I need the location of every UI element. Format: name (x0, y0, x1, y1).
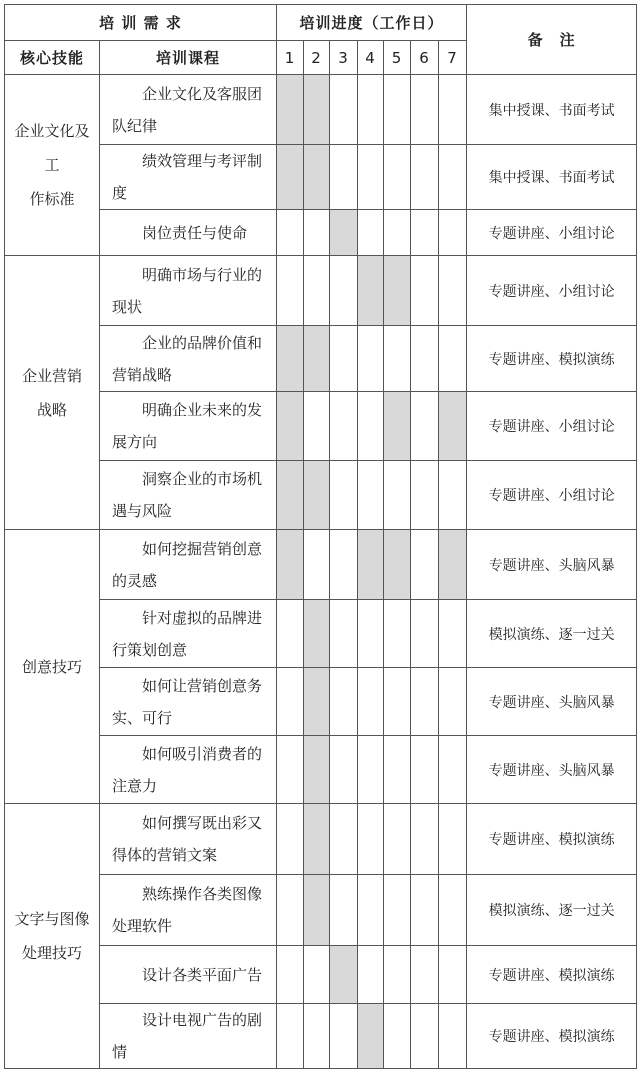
day-cell-scheduled (358, 256, 384, 326)
day-cell-empty (439, 1004, 467, 1069)
day-cell-empty (358, 461, 384, 530)
course-label: 岗位责任与使命 (142, 223, 248, 242)
day-cell-empty (358, 946, 384, 1004)
day-cell-empty (439, 600, 467, 668)
course-label: 明确市场与行业的现状 (112, 265, 263, 316)
remark-cell: 专题讲座、小组讨论 (467, 461, 637, 530)
day-cell-scheduled (304, 600, 330, 668)
day-cell-empty (411, 392, 439, 461)
day-cell-empty (384, 804, 411, 875)
remark-cell: 专题讲座、头脑风暴 (467, 530, 637, 600)
day-cell-scheduled (277, 461, 304, 530)
table-row (5, 946, 637, 1004)
day-cell-empty (358, 326, 384, 392)
day-cell-scheduled (384, 530, 411, 600)
remark-cell: 模拟演练、逐一过关 (467, 875, 637, 946)
course-label: 企业的品牌价值和营销战略 (112, 333, 263, 384)
course-label: 企业文化及客服团队纪律 (112, 84, 263, 135)
course-label: 如何让营销创意务实、可行 (112, 676, 263, 727)
day-cell-empty (439, 75, 467, 145)
course-cell (100, 946, 277, 1004)
day-cell-empty (411, 875, 439, 946)
course-label: 明确企业未来的发展方向 (112, 401, 263, 451)
course-label: 如何撰写既出彩又得体的营销文案 (112, 814, 263, 864)
day-cell-scheduled (330, 210, 358, 256)
day-cell-empty (304, 1004, 330, 1069)
remarks-header: 备 注 (467, 5, 637, 75)
day-cell-empty (439, 210, 467, 256)
day-cell-scheduled (439, 530, 467, 600)
course-label: 如何挖掘营销创意的灵感 (112, 539, 263, 590)
course-cell (100, 75, 277, 145)
day-cell-scheduled (277, 75, 304, 145)
day-cell-empty (277, 736, 304, 804)
course-cell (100, 326, 277, 392)
day-cell-scheduled (277, 392, 304, 461)
table-row (5, 530, 637, 600)
day-cell-empty (304, 210, 330, 256)
day-cell-empty (358, 600, 384, 668)
remark-cell: 集中授课、书面考试 (467, 145, 637, 210)
day-cell-empty (277, 946, 304, 1004)
day-header: 7 (439, 41, 467, 75)
table-row (5, 461, 637, 530)
table-row (5, 600, 637, 668)
training-needs-header: 培 训 需 求 (5, 5, 277, 41)
remark-cell: 专题讲座、模拟演练 (467, 1004, 637, 1069)
table-row (5, 256, 637, 326)
table-row (5, 668, 637, 736)
day-cell-empty (358, 668, 384, 736)
day-cell-empty (411, 736, 439, 804)
day-cell-empty (439, 256, 467, 326)
remark-cell: 专题讲座、头脑风暴 (467, 736, 637, 804)
day-cell-empty (330, 875, 358, 946)
course-label: 如何吸引消费者的注意力 (112, 744, 263, 795)
day-cell-empty (439, 804, 467, 875)
course-label: 设计电视广告的剧情 (112, 1011, 263, 1061)
day-cell-empty (330, 256, 358, 326)
day-cell-empty (384, 461, 411, 530)
remark-cell: 专题讲座、小组讨论 (467, 392, 637, 461)
day-cell-empty (330, 326, 358, 392)
day-cell-empty (411, 668, 439, 736)
day-cell-scheduled (304, 145, 330, 210)
day-cell-empty (330, 530, 358, 600)
course-cell (100, 668, 277, 736)
day-cell-empty (330, 804, 358, 875)
table-row (5, 145, 637, 210)
day-cell-empty (439, 326, 467, 392)
day-cell-scheduled (277, 530, 304, 600)
day-header: 6 (411, 41, 439, 75)
day-cell-empty (384, 210, 411, 256)
day-cell-empty (304, 392, 330, 461)
day-cell-empty (411, 326, 439, 392)
day-cell-empty (439, 145, 467, 210)
day-cell-empty (358, 804, 384, 875)
course-label: 设计各类平面广告 (142, 965, 263, 984)
day-cell-scheduled (304, 75, 330, 145)
day-cell-empty (277, 600, 304, 668)
day-cell-empty (411, 804, 439, 875)
table-body (5, 75, 637, 1069)
course-label: 熟练操作各类图像处理软件 (112, 885, 263, 935)
day-cell-empty (304, 256, 330, 326)
day-cell-empty (384, 668, 411, 736)
day-cell-empty (384, 946, 411, 1004)
day-cell-scheduled (439, 392, 467, 461)
table-row (5, 736, 637, 804)
core-skill-cell: 企业文化及工 作标准 (5, 75, 100, 256)
day-cell-empty (358, 875, 384, 946)
day-cell-empty (330, 145, 358, 210)
table-row (5, 326, 637, 392)
course-label: 针对虚拟的品牌进行策划创意 (112, 608, 263, 659)
day-cell-empty (304, 946, 330, 1004)
course-cell (100, 392, 277, 461)
day-cell-empty (439, 461, 467, 530)
day-cell-scheduled (358, 1004, 384, 1069)
day-cell-empty (277, 1004, 304, 1069)
core-skill-cell: 企业营销 战略 (5, 256, 100, 530)
remark-cell: 专题讲座、模拟演练 (467, 326, 637, 392)
remark-cell: 模拟演练、逐一过关 (467, 600, 637, 668)
day-cell-scheduled (304, 461, 330, 530)
day-cell-empty (411, 530, 439, 600)
day-cell-scheduled (358, 530, 384, 600)
day-cell-empty (277, 210, 304, 256)
core-skill-cell: 创意技巧 (5, 530, 100, 804)
day-cell-empty (384, 1004, 411, 1069)
day-cell-scheduled (277, 326, 304, 392)
day-cell-empty (277, 804, 304, 875)
course-cell (100, 804, 277, 875)
day-cell-empty (439, 946, 467, 1004)
course-cell (100, 736, 277, 804)
day-cell-empty (411, 145, 439, 210)
course-cell (100, 145, 277, 210)
day-cell-empty (330, 736, 358, 804)
remark-cell: 专题讲座、小组讨论 (467, 210, 637, 256)
day-cell-empty (411, 256, 439, 326)
day-cell-empty (411, 75, 439, 145)
day-cell-empty (358, 736, 384, 804)
day-header: 5 (384, 41, 411, 75)
training-plan-table (4, 4, 637, 1069)
day-cell-empty (330, 668, 358, 736)
day-cell-empty (330, 461, 358, 530)
day-cell-empty (411, 600, 439, 668)
table-row (5, 75, 637, 145)
day-cell-empty (411, 210, 439, 256)
day-cell-empty (439, 668, 467, 736)
day-cell-empty (358, 75, 384, 145)
day-cell-scheduled (304, 804, 330, 875)
day-header: 3 (330, 41, 358, 75)
day-cell-scheduled (304, 736, 330, 804)
course-cell (100, 530, 277, 600)
day-cell-scheduled (384, 256, 411, 326)
course-cell (100, 461, 277, 530)
course-cell (100, 600, 277, 668)
day-cell-empty (411, 946, 439, 1004)
remark-cell: 集中授课、书面考试 (467, 75, 637, 145)
day-cell-empty (330, 1004, 358, 1069)
core-skill-cell: 文字与图像 处理技巧 (5, 804, 100, 1069)
course-cell (100, 210, 277, 256)
day-cell-empty (277, 668, 304, 736)
day-cell-scheduled (304, 668, 330, 736)
core-skill-header: 核心技能 (5, 41, 100, 75)
table-row (5, 804, 637, 875)
table-row (5, 210, 637, 256)
day-cell-scheduled (384, 392, 411, 461)
day-cell-empty (384, 75, 411, 145)
day-cell-scheduled (277, 145, 304, 210)
course-label: 绩效管理与考评制度 (112, 152, 263, 202)
day-cell-empty (439, 875, 467, 946)
course-cell (100, 1004, 277, 1069)
day-cell-empty (411, 461, 439, 530)
table-row (5, 875, 637, 946)
day-cell-empty (384, 875, 411, 946)
day-cell-empty (358, 210, 384, 256)
day-cell-empty (330, 75, 358, 145)
day-cell-empty (277, 875, 304, 946)
day-header: 2 (304, 41, 330, 75)
day-cell-empty (304, 530, 330, 600)
day-cell-empty (384, 600, 411, 668)
day-cell-empty (384, 145, 411, 210)
day-cell-scheduled (304, 875, 330, 946)
day-cell-empty (277, 256, 304, 326)
table-row (5, 392, 637, 461)
day-cell-empty (411, 1004, 439, 1069)
day-cell-empty (358, 392, 384, 461)
progress-header: 培训进度（工作日） (277, 5, 467, 41)
remark-cell: 专题讲座、头脑风暴 (467, 668, 637, 736)
course-cell (100, 875, 277, 946)
day-cell-scheduled (304, 326, 330, 392)
table-row (5, 1004, 637, 1069)
course-cell (100, 256, 277, 326)
remark-cell: 专题讲座、小组讨论 (467, 256, 637, 326)
day-cell-empty (384, 736, 411, 804)
day-header: 4 (358, 41, 384, 75)
day-header: 1 (277, 41, 304, 75)
day-cell-empty (330, 600, 358, 668)
day-cell-empty (358, 145, 384, 210)
remark-cell: 专题讲座、模拟演练 (467, 804, 637, 875)
day-cell-empty (330, 392, 358, 461)
course-header: 培训课程 (100, 41, 277, 75)
day-cell-empty (439, 736, 467, 804)
remark-cell: 专题讲座、模拟演练 (467, 946, 637, 1004)
day-cell-scheduled (330, 946, 358, 1004)
course-label: 洞察企业的市场机遇与风险 (112, 470, 263, 520)
day-cell-empty (384, 326, 411, 392)
